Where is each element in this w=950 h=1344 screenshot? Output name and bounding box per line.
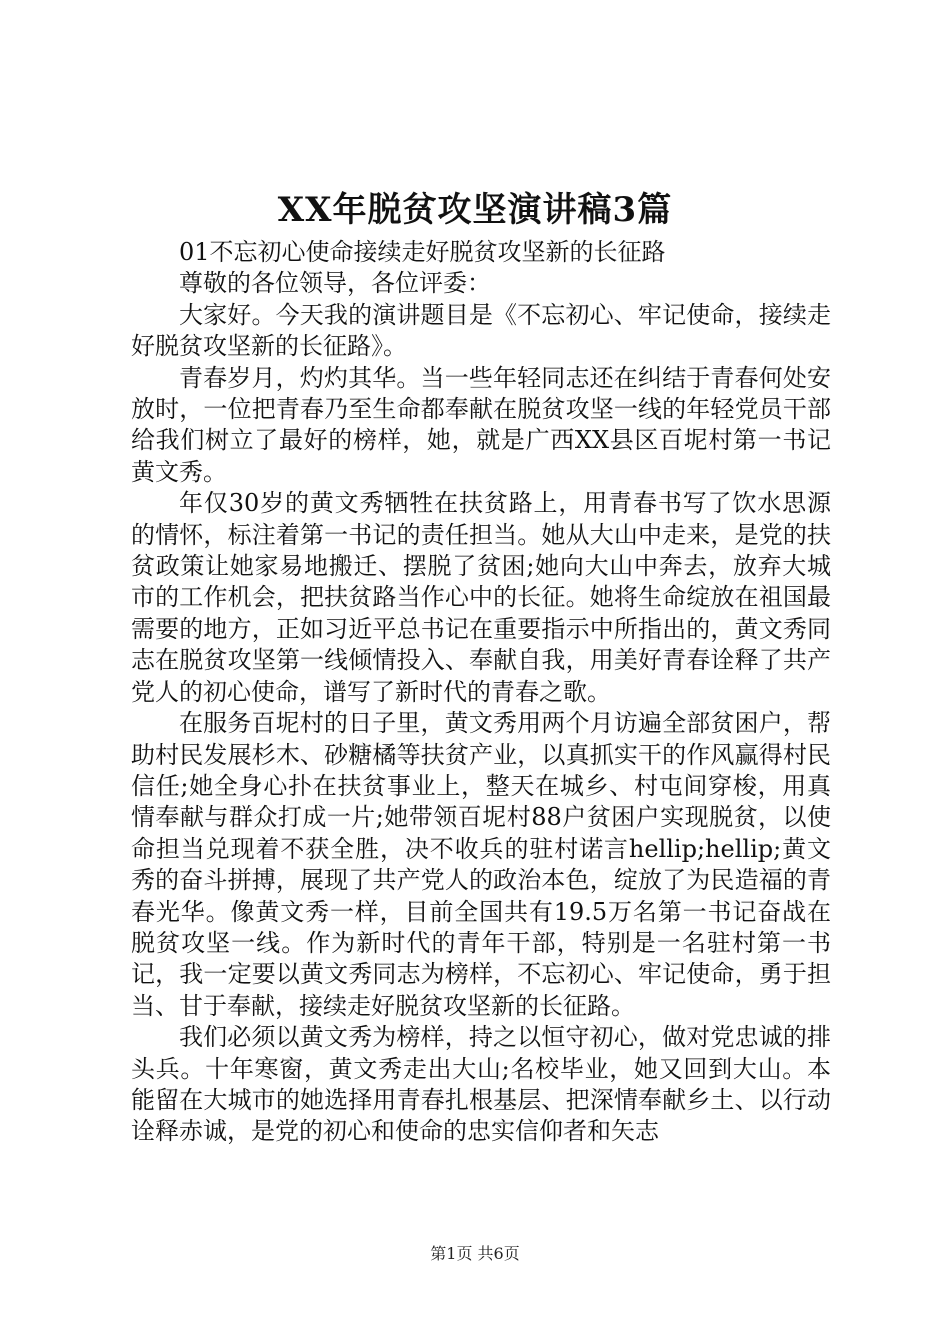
page-number-footer: 第1页 共6页 xyxy=(430,1244,520,1263)
paragraph: 大家好。今天我的演讲题目是《不忘初心、牢记使命，接续走好脱贫攻坚新的长征路》。 xyxy=(131,300,831,361)
paragraph: 青春岁月，灼灼其华。当一些年轻同志还在纠结于青春何处安放时，一位把青春乃至生命都奉献在脱贫攻坚一线的年轻党员干部给我们树立了最好的榜样，她，就是广西XX县区百坭村第一书记黄文秀。 xyxy=(131,363,831,486)
document-title: XX年脱贫攻坚演讲稿3篇 xyxy=(277,190,673,230)
paragraph: 我们必须以黄文秀为榜样，持之以恒守初心，做对党忠诚的排头兵。十年寒窗，黄文秀走出大山;名校毕业，她又回到大山。本能留在大城市的她选择用青春扎根基层、把深情奉献乡土、以行动诠释赤诚，是党的初心和使命的忠实信仰者和矢志 xyxy=(131,1023,831,1146)
paragraph: 年仅30岁的黄文秀牺牲在扶贫路上，用青春书写了饮水思源的情怀，标注着第一书记的责任担当。她从大山中走来，是党的扶贫政策让她家易地搬迁、摆脱了贫困;她向大山中奔去，放弃大城市的工作机会，把扶贫路当作心中的长征。她将生命绽放在祖国最需要的地方，正如习近平总书记在重要指示中所指出的，黄文秀同志在脱贫攻坚第一线倾情投入、奉献自我，用美好青春诠释了共产党人的初心使命，谱写了新时代的青春之歌。 xyxy=(131,489,831,706)
paragraph-subtitle: 01不忘初心使命接续走好脱贫攻坚新的长征路 xyxy=(179,238,666,266)
document-body xyxy=(131,237,831,1148)
paragraph-salutation: 尊敬的各位领导，各位评委： xyxy=(179,269,491,298)
paragraph: 在服务百坭村的日子里，黄文秀用两个月访遍全部贫困户，帮助村民发展杉木、砂糖橘等扶贫产业，以真抓实干的作风赢得村民信任;她全身心扑在扶贫事业上，整天在城乡、村屯间穿梭，用真情奉献与群众打成一片;她带领百坭村88户贫困户实现脱贫，以使命担当兑现着不获全胜，决不收兵的驻村诺言hellip;hellip;黄文秀的奋斗拼搏，展现了共产党人的政治本色，绽放了为民造福的青春光华。像黄文秀一样，目前全国共有19.5万名第一书记奋战在脱贫攻坚一线。作为新时代的青年干部，特别是一名驻村第一书记，我一定要以黄文秀同志为榜样，不忘初心、牢记使命，勇于担当、甘于奉献，接续走好脱贫攻坚新的长征路。 xyxy=(131,709,831,1020)
